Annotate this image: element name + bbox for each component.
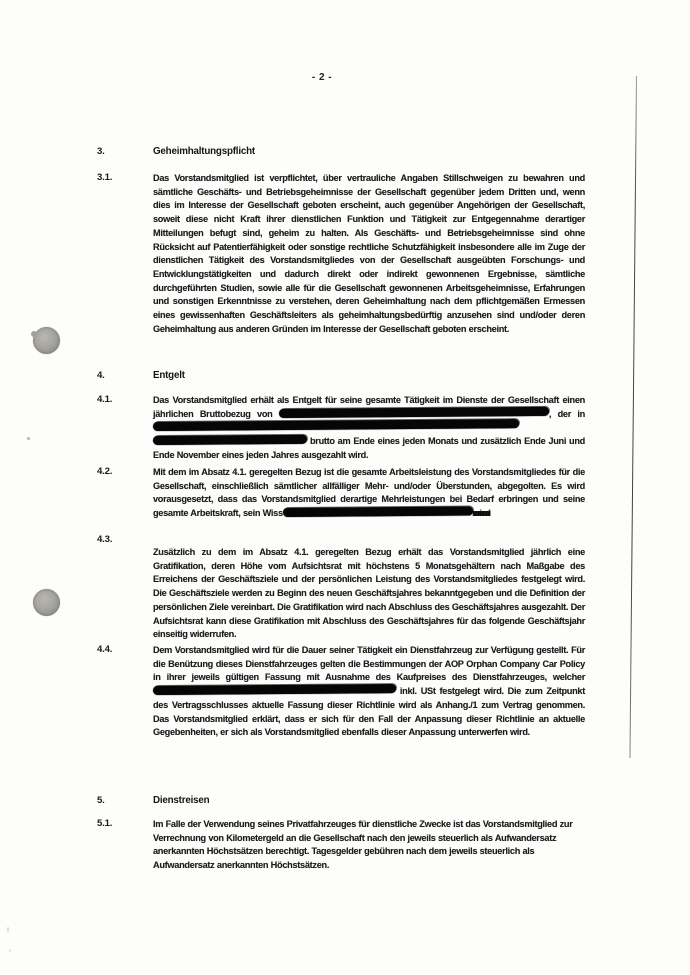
section-title: Dienstreisen (153, 795, 210, 806)
clause-number: 4.4. (97, 644, 113, 655)
clause-4-2 (97, 466, 589, 521)
clause-text: Das Vorstandsmitglied ist verpflichtet, über vertrauliche Angaben Stillschweigen zu bewahren und sämtliche Geschäfts- und Betriebsgeheimnisse der Gesellschaft gegenüber jedem Dritten und, wenn dies im Interesse der Gesellschaft geboten erscheint, auch gegenüber Angehörigen der Gesellschaft, soweit diese nicht Kraft ihrer dienstlichen Funktion und Tätigkeit zur Entgegennahme derartiger Mitteilungen befugt sind, geheim zu halten. Als Geschäfts- und Betriebsgeheimnisse sind ohne Rücksicht auf Patentierfähigkeit oder sonstige rechtliche Schutzfähigkeit insbesondere alle im Zuge der dienstlichen Tätigkeit des Vorstandsmitgliedes von der Gesellschaft ausgeübten Forschungs- und Entwicklungstätigkeiten und dadurch direkt oder indirekt gewonnenen Ergebnisse, sämtliche durchgeführten Studien, sowie alle für die Gesellschaft gewonnenen Arbeitsgeheimnisse, Erfahrungen und sonstigen Erkenntnisse zu verstehen, deren Geheimhaltung nach dem pflichtgemäßen Ermessen eines gewissenhaften Geschäftsleiters als geheimhaltungsbedürftig anzusehen sind und/oder deren Geheimhaltung aus anderen Gründen im Interesse der Gesellschaft geboten erscheint. (153, 173, 585, 334)
hole-punch-artifact (33, 589, 60, 616)
clause-text: Im Falle der Verwendung seines Privatfahrzeuges für dienstliche Zwecke ist das Vorstandsmitglied zur Verrechnung von Kilometergeld an die Gesellschaft nach den jeweils steuerlich als Aufwandersatz anerkannten Höchstsätzen berechtigt. Tagesgelder gebühren nach dem jeweils steuerlich als Aufwandersatz anerkannten Höchstsätzen. (153, 819, 573, 871)
clause-3-1 (97, 172, 589, 336)
scan-fold-line-artifact (629, 76, 637, 758)
clause-number: 4.2. (97, 466, 113, 477)
clause-text: Dem Vorstandsmitglied wird für die Dauer seiner Tätigkeit ein Dienstfahrzeug zur Verfügung gestellt. Für die Benützung dieses Dienstfahrzeuges gelten die Bestimmungen der AOP Orphan Company Car Policy in ihrer jeweils gültigen Fassung mit Ausnahme des Kaufpreises des Dienstfahrzeuges, welcher inkl. USt festgelegt wird. Die zum Zeitpunkt des Vertragsschlusses aktuelle Fassung dieser Richtlinie wird als Anhang./1 zum Vertrag genommen. Das Vorstandsmitglied erklärt, dass er sich für den Fall der Anpassung dieser Richtlinie an aktuelle Gegebenheiten, er sich als Vorstandsmitglied ebenfalls dieser Anpassung unterwerfen wird. (153, 645, 585, 738)
section-title: Geheimhaltungspflicht (153, 146, 255, 157)
section-title: Entgelt (153, 370, 185, 381)
redaction-bar (153, 420, 519, 432)
section-number: 5. (97, 795, 105, 806)
clause-text: Zusätzlich zu dem im Absatz 4.1. geregelten Bezug erhält das Vorstandsmitglied jährlich eine Gratifikation, deren Höhe vom Aufsichtsrat mit höchstens 5 Monatsgehältern nach Maßgabe des Erreichens der Geschäftsziele und der persönlichen Leistung des Vorstandsmitgliedes festgelegt wird. Die Geschäftsziele werden zu Beginn des neuen Geschäftsjahres bekanntgegeben und die Definition der persönlichen Ziele vereinbart. Die Gratifikation wird nach Abschluss des Geschäftsjahres ausgezahlt. Der Aufsichtsrat kann diese Gratifikation mit Abschluss des Geschäftsjahres für das folgende Geschäftsjahr einseitig widerrufen. (153, 547, 585, 640)
page-number: - 2 - (311, 72, 333, 83)
redaction-bar (283, 507, 473, 517)
struck-text: wird (472, 508, 491, 519)
hole-punch-artifact (33, 327, 60, 354)
scan-speck-artifact (7, 927, 9, 932)
section-heading-4 (97, 370, 589, 381)
section-heading-3 (97, 146, 589, 157)
scan-speck-artifact (27, 437, 30, 440)
clause-text: Mit dem im Absatz 4.1. geregelten Bezug ist die gesamte Arbeitsleistung des Vorstandsmitgliedes für die Gesellschaft, einschließlich sämtlicher allfälliger Mehr- und/oder Überstunden, abgegolten. Es wird vorausgesetzt, dass das Vorstandsmitglied derartige Mehrleistungen bei Bedarf erbringen und seine gesamte Arbeitskraft, sein Wiss wird (153, 467, 585, 519)
clause-4-1 (97, 394, 589, 463)
clause-number: 4.1. (97, 394, 113, 405)
section-number: 3. (97, 146, 105, 157)
clause-text: Das Vorstandsmitglied erhält als Entgelt für seine gesamte Tätigkeit im Dienste der Gesellschaft einen jährlichen Bruttobezug von , der in brutto am Ende eines jeden Monats und zusätzlich Ende Juni und Ende November eines jeden Jahres ausgezahlt wird. (153, 395, 585, 460)
clause-number: 4.3. (97, 534, 113, 545)
redaction-bar (153, 684, 396, 695)
scan-speck-artifact (9, 949, 11, 952)
hole-punch-nub (31, 331, 37, 337)
clause-4-4 (97, 644, 589, 740)
redaction-bar (153, 435, 307, 445)
section-heading-5 (97, 795, 589, 806)
clause-number: 3.1. (97, 172, 113, 183)
clause-5-1 (97, 818, 589, 873)
section-number: 4. (97, 370, 105, 381)
clause-number: 5.1. (97, 818, 113, 829)
clause-4-3 (97, 534, 589, 642)
redaction-bar (279, 407, 549, 418)
